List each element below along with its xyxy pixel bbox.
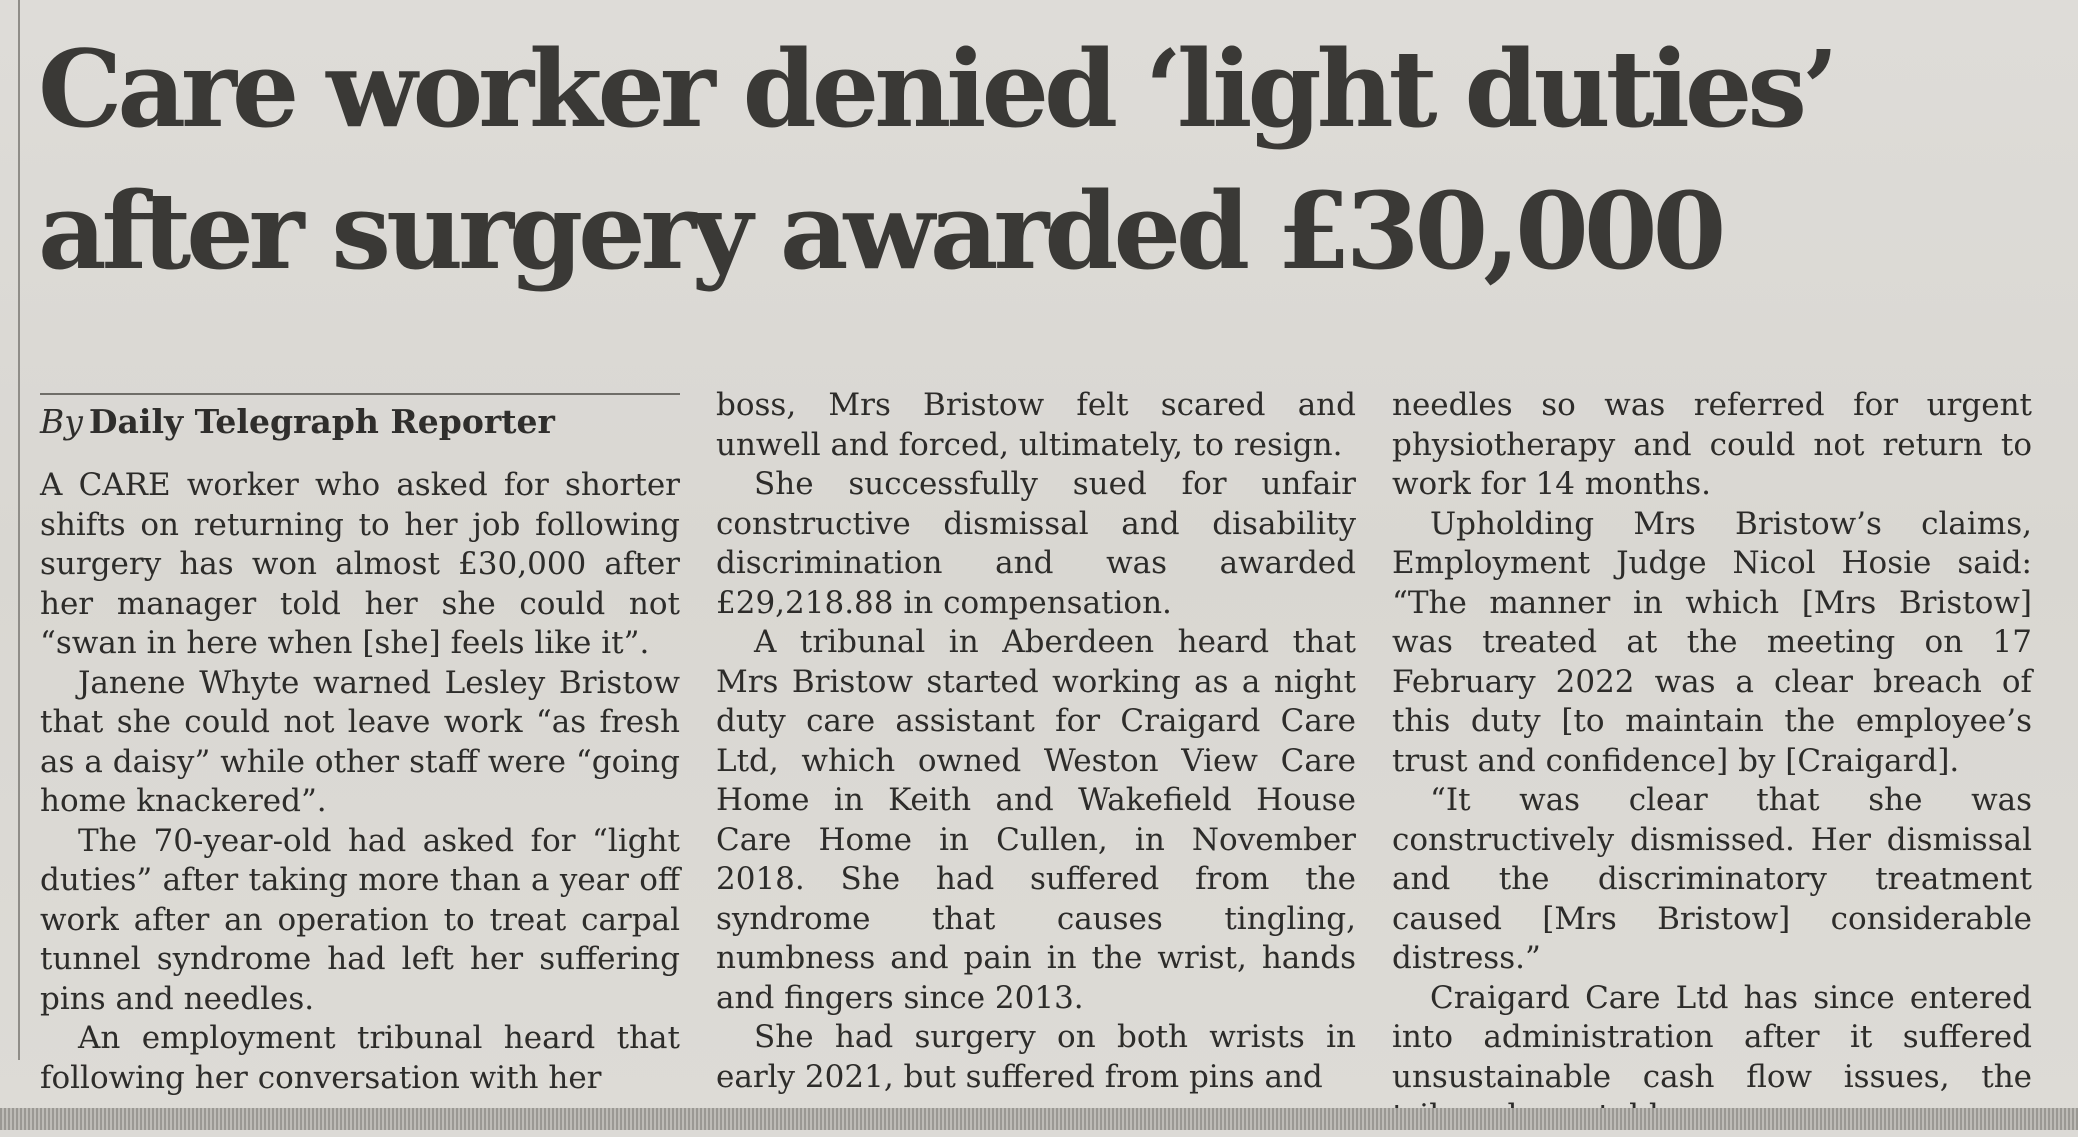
paragraph: The 70-year-old had asked for “light duties” after taking more than a year off work after an operation to treat carpal tunnel syndrome had left her suffering pins and needles.	[40, 822, 680, 1017]
paragraph: needles so was referred for urgent physiotherapy and could not return to work for 14 months.	[1392, 387, 2032, 502]
article-column-3	[1392, 386, 2032, 1137]
paragraph: An employment tribunal heard that following her conversation with her	[40, 1020, 680, 1096]
article-column-1	[40, 466, 680, 1098]
paragraph: Craigard Care Ltd has since entered into administration after it suffered unsustainable cash flow issues, the	[1392, 979, 2032, 1095]
paragraph: A tribunal in Aberdeen heard that Mrs Bristow started working as a night duty care assistant for Craigard Care Ltd, which owned Weston View Care Home in Keith and Wakefield House Care Home in Cullen, in November 2018. She had suffered from the syndrome that causes tingling, numbness and pain in the wrist, hands and fingers since 2013.	[716, 624, 1356, 1016]
paragraph: boss, Mrs Bristow felt scared and unwell and forced, ultimately, to resign.	[716, 387, 1356, 463]
column-rule-left	[18, 0, 20, 1060]
byline-prefix: By	[40, 402, 83, 441]
headline-line-1: Care worker denied ‘light duties’	[38, 26, 1834, 151]
byline	[40, 400, 680, 444]
article-column-2	[716, 386, 1356, 1097]
paragraph: Upholding Mrs Bristow’s claims, Employment Judge Nicol Hosie said: “The manner in which [Mrs Bristow] was treated at the meeting on 17 February 2022 was a clear breach of this duty [to maintain the employee’s trust and confidence] by [Craigard].	[1392, 505, 2032, 779]
paragraph: “It was clear that she was constructively dismissed. Her dismissal and the discriminatory treatment caused [Mrs Bristow] considerable distress.”	[1392, 782, 2032, 976]
paragraph: Janene Whyte warned Lesley Bristow that she could not leave work “as fresh as a daisy” while other staff were “going home knackered”.	[40, 664, 680, 819]
paragraph: A CARE worker who asked for shorter shifts on returning to her job following surgery has won almost £30,000 after her manager told her she could not “swan in here when [she] feels like it”.	[40, 467, 680, 661]
paragraph: She had surgery on both wrists in early 2021, but suffered from pins and	[716, 1019, 1356, 1095]
headline-line-2: after surgery awarded £30,000	[38, 168, 1722, 293]
headline	[38, 18, 2058, 302]
byline-author: Daily Telegraph Reporter	[88, 402, 555, 441]
scan-edge-band	[0, 1108, 2078, 1130]
paragraph: She successfully sued for unfair constructive dismissal and disability discrimination and was awarded £29,218.88 in compensation.	[716, 466, 1356, 621]
byline-rule	[40, 393, 680, 395]
